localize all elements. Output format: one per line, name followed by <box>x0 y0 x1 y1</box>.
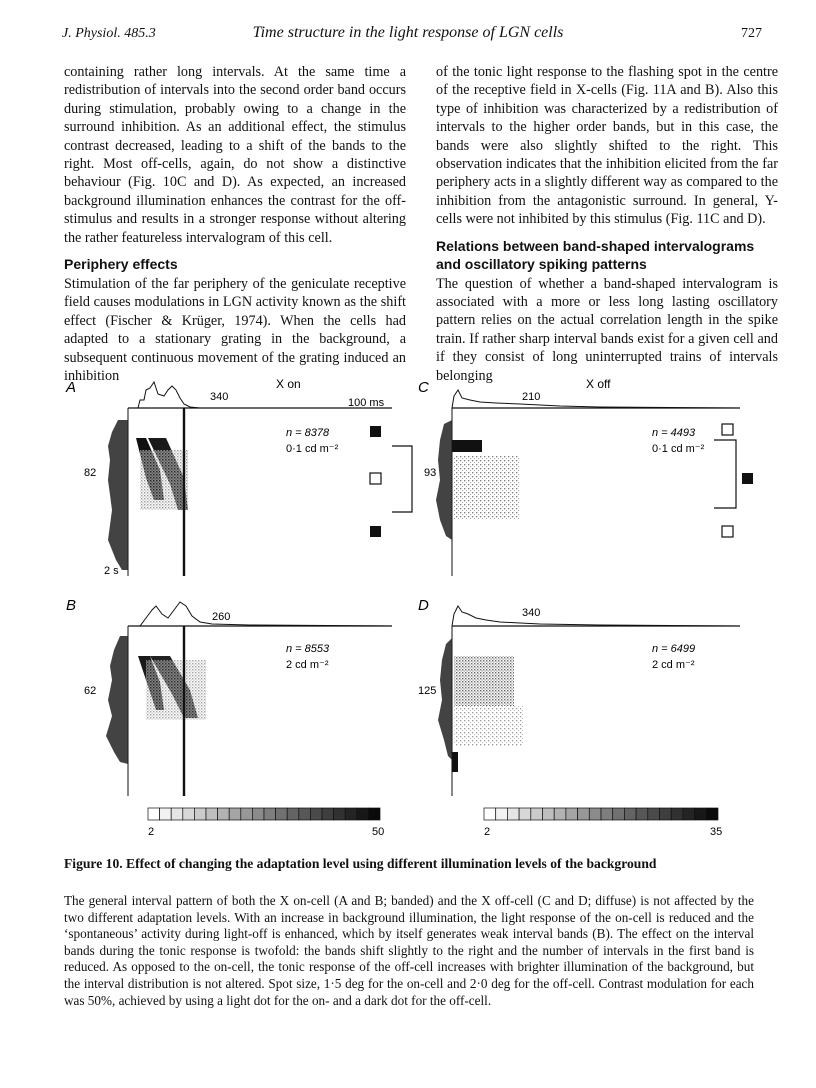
light-spot-icon <box>722 424 733 435</box>
dark-spot-icon <box>370 426 381 437</box>
page-number: 727 <box>741 26 762 41</box>
y-peak-count: 62 <box>84 685 97 697</box>
grey-scale-cell <box>484 808 496 820</box>
grey-scale-cell <box>345 808 357 820</box>
grey-scale-cell <box>334 808 346 820</box>
interval-scatter <box>454 706 524 746</box>
panel-d <box>418 597 740 796</box>
grey-scale-cell <box>671 808 683 820</box>
light-spot-icon <box>722 526 733 537</box>
interval-scatter <box>146 660 206 720</box>
grey-scale-cell <box>357 808 369 820</box>
grey-scale-cell <box>589 808 601 820</box>
paragraph: The question of whether a band-shaped intervalogram is associated with a more or less long lasting oscillatory pattern relies on the actual correlation length in the spike train. If rather sharp interval bands exist for a given cell and if they consist of long uninterrupted trains of intervals belonging <box>436 275 778 384</box>
grey-scale-cell <box>519 808 531 820</box>
grey-scale-cell <box>507 808 519 820</box>
grey-scale-left <box>148 808 384 838</box>
grey-scale-cell <box>660 808 672 820</box>
cell-label: X on <box>276 377 301 391</box>
panel-c <box>418 377 753 576</box>
grey-scale-cell <box>229 808 241 820</box>
scale-max-label: 50 <box>372 826 385 838</box>
panel-letter: B <box>66 597 77 614</box>
grey-scale-cell <box>636 808 648 820</box>
duration-label: 2 s <box>104 565 119 577</box>
grey-scale-right <box>484 808 722 838</box>
response-histogram <box>108 420 128 570</box>
grey-scale-cell <box>160 808 172 820</box>
scale-min-label: 2 <box>484 826 491 838</box>
panel-letter: D <box>418 597 429 614</box>
spike-count: n = 8553 <box>286 643 330 655</box>
response-histogram <box>106 636 128 764</box>
response-histogram <box>438 638 452 760</box>
grey-scale-cell <box>299 808 311 820</box>
grey-scale-cell <box>531 808 543 820</box>
panel-b <box>66 597 392 796</box>
left-column <box>64 63 406 386</box>
grey-scale-cell <box>206 808 218 820</box>
cell-label: X off <box>586 377 611 391</box>
grey-scale-cell <box>624 808 636 820</box>
spike-count: n = 6499 <box>652 643 696 655</box>
interval-histogram <box>452 390 740 408</box>
grey-scale-cell <box>322 808 334 820</box>
stimulus-timing-trace <box>392 446 412 512</box>
grey-scale-cell <box>287 808 299 820</box>
section-heading: Relations between band-shaped intervalograms and oscillatory spiking patterns <box>436 237 755 272</box>
grey-scale-cell <box>601 808 613 820</box>
grey-scale-cell <box>310 808 322 820</box>
interval-band <box>452 440 482 452</box>
grey-scale-cell <box>276 808 288 820</box>
grey-scale-cell <box>543 808 555 820</box>
figure-caption-title: Figure 10. Effect of changing the adaptation level using different illumination levels of the background <box>64 856 657 871</box>
grey-scale-cell <box>706 808 718 820</box>
time-scale-label: 100 ms <box>348 397 385 409</box>
spike-count: n = 4493 <box>652 427 696 439</box>
grey-scale-cell <box>171 808 183 820</box>
grey-scale-cell <box>578 808 590 820</box>
luminance-label: 0·1 cd m⁻² <box>286 443 339 455</box>
scale-min-label: 2 <box>148 826 155 838</box>
grey-scale-cell <box>194 808 206 820</box>
histogram-peak-count: 260 <box>212 611 231 623</box>
y-peak-count: 125 <box>418 685 437 697</box>
running-title: Time structure in the light response of LGN cells <box>252 24 564 41</box>
spike-count: n = 8378 <box>286 427 330 439</box>
interval-band <box>452 752 458 772</box>
y-peak-count: 82 <box>84 467 97 479</box>
grey-scale-cell <box>566 808 578 820</box>
journal-header: J. Physiol. 485.3 <box>62 26 156 41</box>
interval-scatter <box>140 450 188 510</box>
grey-scale-cell <box>683 808 695 820</box>
interval-scatter <box>454 656 514 706</box>
grey-scale-cell <box>613 808 625 820</box>
luminance-label: 0·1 cd m⁻² <box>652 443 705 455</box>
histogram-peak-count: 340 <box>522 607 541 619</box>
stimulus-timing-trace <box>714 440 736 508</box>
scale-max-label: 35 <box>710 826 723 838</box>
interval-histogram <box>128 602 392 626</box>
section-heading: Periphery effects <box>64 256 178 273</box>
grey-scale-cell <box>368 808 380 820</box>
grey-scale-cell <box>695 808 707 820</box>
histogram-peak-count: 340 <box>210 391 229 403</box>
grey-scale-cell <box>252 808 264 820</box>
luminance-label: 2 cd m⁻² <box>652 659 695 671</box>
interval-scatter <box>454 456 520 520</box>
dark-spot-icon <box>370 526 381 537</box>
interval-histogram <box>452 606 740 626</box>
dark-spot-icon <box>742 473 753 484</box>
figure-caption-body: The general interval pattern of both the X on-cell (A and B; banded) and the X off-cell (C and D; diffuse) is not affected by the two different adaptation levels. With an increase in background illumination, the light response of the on-cell is reduced and the ‘spontaneous’ activity during light-off is enhanced, which by itself generates weak interval bands (B). The effect on the interval bands during the tonic response is twofold: the bands shift slightly to the right and the number of intervals in the first band is reduced. As opposed to the on-cell, the tonic response of the off-cell increases with brighter illumination of the background, but the interval distribution is not altered. Spot size, 1·5 deg for the on-cell and 2·0 deg for the off-cell. Contrast modulation for each was 50%, achieved by using a light dot for the on- and a dark dot for the off-cell. <box>64 893 754 1008</box>
grey-scale-cell <box>148 808 160 820</box>
grey-scale-cell <box>264 808 276 820</box>
grey-scale-cell <box>554 808 566 820</box>
grey-scale-cell <box>218 808 230 820</box>
panel-a <box>65 377 412 577</box>
figure-svg <box>0 360 816 850</box>
response-histogram <box>436 420 452 540</box>
figure-10 <box>0 360 816 850</box>
grey-scale-cell <box>183 808 195 820</box>
paragraph: Stimulation of the far periphery of the geniculate receptive field causes modulations in LGN activity known as the shift effect (Fischer & Krüger, 1974). When the cells had adapted to a stationary grating in the background, a subsequent continuous movement of the grating induced an inhibition <box>64 276 406 385</box>
light-spot-icon <box>370 473 381 484</box>
right-column <box>436 63 778 385</box>
panel-letter: A <box>66 379 77 396</box>
paragraph: of the tonic light response to the flashing spot in the centre of the receptive field in X-cells (Fig. 11A and B). Also this type of inhibition was characterized by a redistribution of intervals to the higher order bands, but in this case, the bands were also slightly shifted to the right. This observation indicates that the inhibition elicited from the far periphery acts in a slightly different way as compared to the inhibition from the antagonistic surround. In general, Y-cells were not inhibited by this stimulus (Fig. 11C and D). <box>436 64 778 228</box>
histogram-peak-count: 210 <box>522 391 541 403</box>
luminance-label: 2 cd m⁻² <box>286 659 329 671</box>
paragraph: containing rather long intervals. At the same time a redistribution of intervals into the second order band occurs during stimulation, probably owing to a change in the surround inhibition. As an additional effect, the stimulus contrast decreased, leading to a shift of the bands to the right. Most off-cells, again, do not show a distinctive behaviour (Fig. 10C and D). As expected, an increased background illumination enhances the contrast for the off-stimulus and results in a stronger response without altering the rather featureless intervalogram of this cell. <box>64 64 406 246</box>
y-peak-count: 93 <box>424 467 437 479</box>
grey-scale-cell <box>241 808 253 820</box>
panel-letter: C <box>418 379 429 396</box>
grey-scale-cell <box>496 808 508 820</box>
grey-scale-cell <box>648 808 660 820</box>
